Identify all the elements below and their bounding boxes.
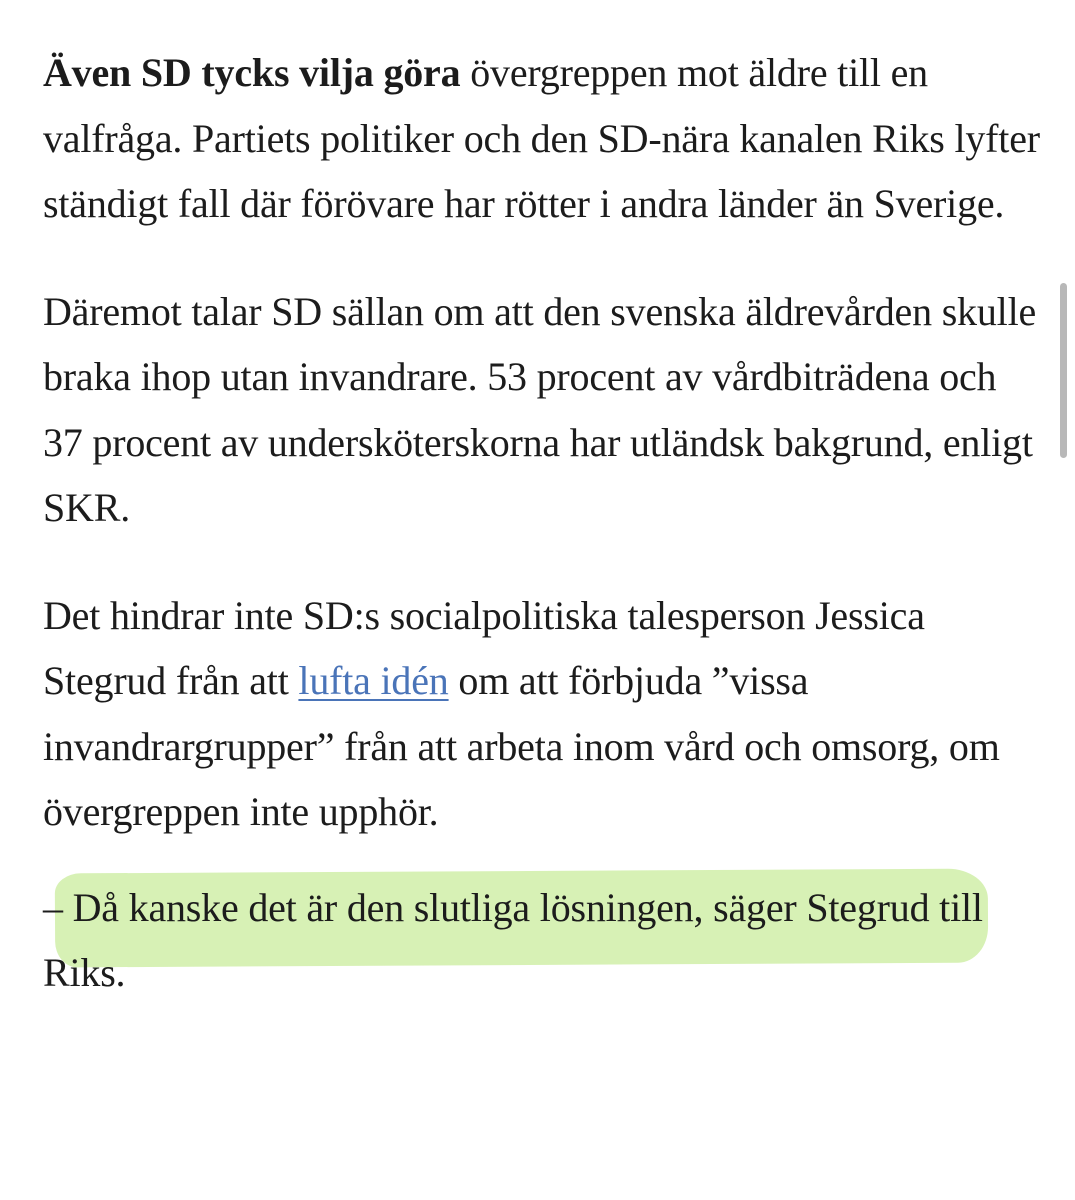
quote-block (43, 875, 1043, 1006)
paragraph-2: Däremot talar SD sällan om att den svenska äldrevården skulle braka ihop utan invandrare. 53 procent av vårdbiträdena och 37 procent av undersköterskorna har utländsk bakgrund, enligt SKR. (43, 288, 1037, 530)
highlighted-quote: – Då kanske det är den slutliga lösningen, säger (43, 884, 797, 930)
paragraph-4 (43, 875, 1043, 1006)
lufta-iden-link[interactable]: lufta idén (298, 658, 449, 703)
article-body (43, 40, 1043, 1006)
paragraph-3 (43, 583, 1043, 845)
quote-attribution: Stegrud till Riks. (43, 884, 983, 995)
paragraph-1-text: övergreppen mot äldre till en valfråga. Partiets politiker och den SD-nära kanalen Riks lyfter ständigt fall där förövare har rötter i andra länder än Sverige. (43, 50, 1040, 226)
paragraph-1-lead: Även SD tycks vilja göra (43, 50, 461, 95)
paragraph-3-text-after-link: om att förbjuda ”vissa invandrargrupper” från att arbeta inom vård och omsorg, om övergreppen inte upphör. (43, 658, 1000, 834)
paragraph-3-text-before-link: Det hindrar inte SD:s socialpolitiska talesperson Jessica Stegrud från att (43, 592, 925, 703)
paragraph-1 (43, 40, 1043, 237)
vertical-scrollbar[interactable] (1060, 283, 1067, 458)
